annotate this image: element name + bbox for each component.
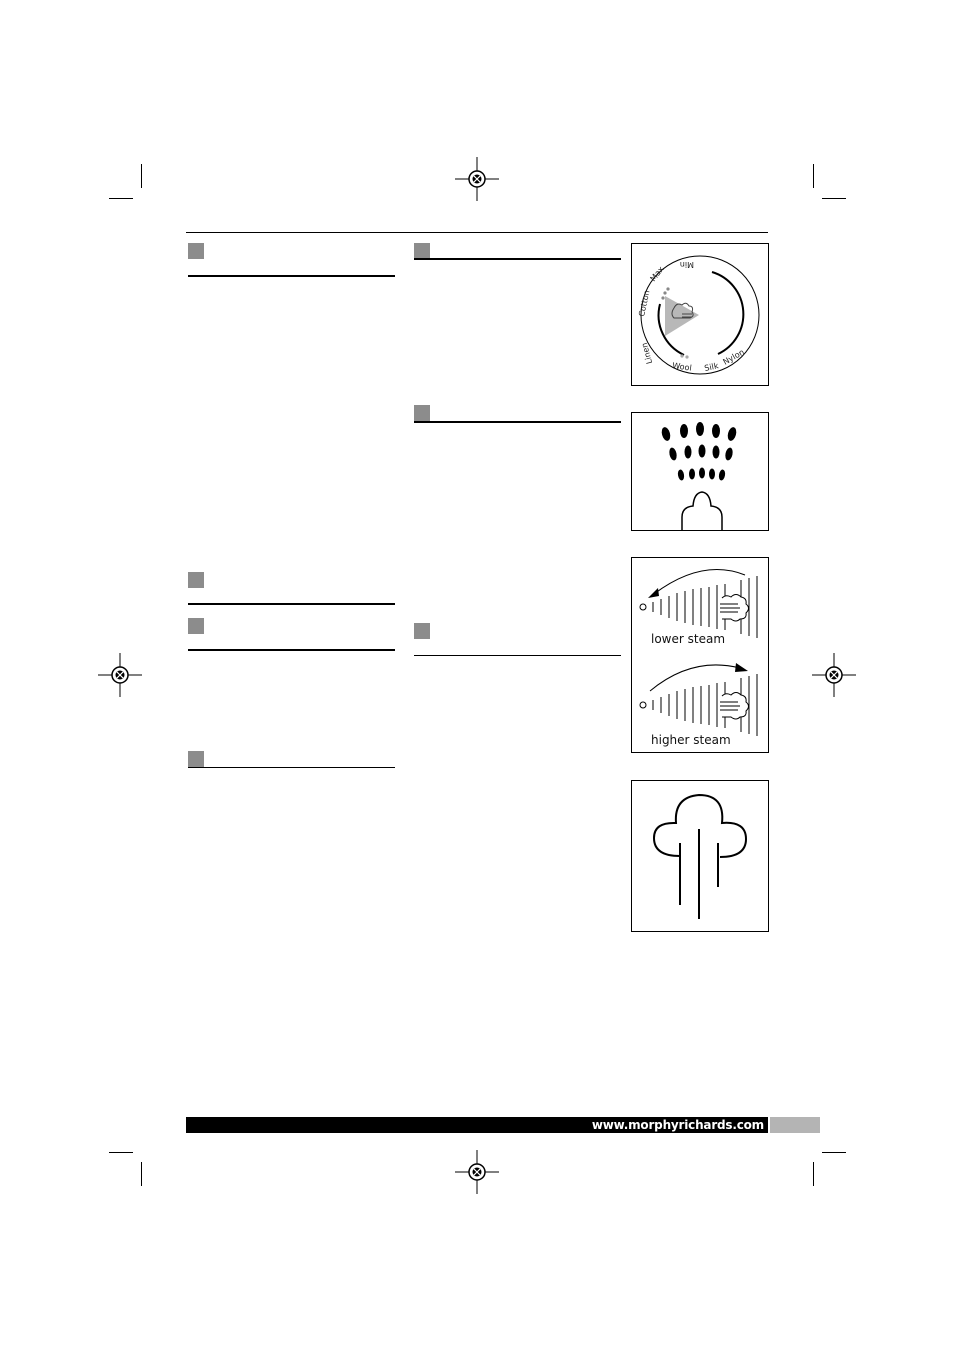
dial-label-wool: Wool (671, 361, 693, 373)
higher-steam-label: higher steam (651, 733, 731, 747)
section-marker (414, 623, 430, 639)
steam-burst-icon (632, 781, 768, 931)
crop-mark-bl-h (109, 1152, 133, 1153)
dial-label-min: Min (679, 260, 694, 269)
header-rule (186, 232, 768, 233)
steam-dial-icon (632, 244, 768, 385)
section-marker (414, 405, 430, 421)
dial-label-nylon: Nylon (721, 347, 746, 367)
section-rule (414, 421, 621, 423)
crop-mark-tl-v (141, 164, 142, 188)
footer-url[interactable]: www.morphyrichards.com (591, 1118, 764, 1132)
registration-mark-bottom (455, 1150, 499, 1194)
registration-mark-top (455, 157, 499, 201)
crop-mark-br-v (813, 1162, 814, 1186)
section-marker (188, 618, 204, 634)
crop-mark-bl-v (141, 1162, 142, 1186)
section-marker (188, 751, 204, 767)
steam-dial-figure (631, 243, 769, 386)
steam-burst-figure (631, 780, 769, 932)
section-rule (414, 258, 621, 260)
section-rule (188, 275, 395, 277)
section-rule (414, 655, 621, 656)
footer-bar (186, 1117, 768, 1133)
section-marker (414, 243, 430, 259)
registration-mark-right (812, 653, 856, 697)
section-marker (188, 572, 204, 588)
spray-icon (632, 413, 768, 530)
steam-level-figure (631, 557, 769, 753)
section-rule (188, 649, 395, 651)
lower-steam-label: lower steam (651, 632, 726, 646)
section-rule (188, 767, 395, 768)
section-marker (188, 243, 204, 259)
spray-figure (631, 412, 769, 531)
section-rule (188, 603, 395, 605)
page-number-tab (770, 1117, 820, 1133)
crop-mark-tr-v (813, 164, 814, 188)
steam-level-icon (632, 558, 768, 752)
registration-mark-left (98, 653, 142, 697)
dial-label-silk: Silk (703, 361, 720, 373)
dial-label-cotton: Cotton (637, 289, 652, 318)
crop-mark-br-h (822, 1152, 846, 1153)
dial-label-linen: Linen (639, 341, 655, 365)
dial-label-max: Max (648, 264, 666, 284)
crop-mark-tl-h (109, 198, 133, 199)
crop-mark-tr-h (822, 198, 846, 199)
